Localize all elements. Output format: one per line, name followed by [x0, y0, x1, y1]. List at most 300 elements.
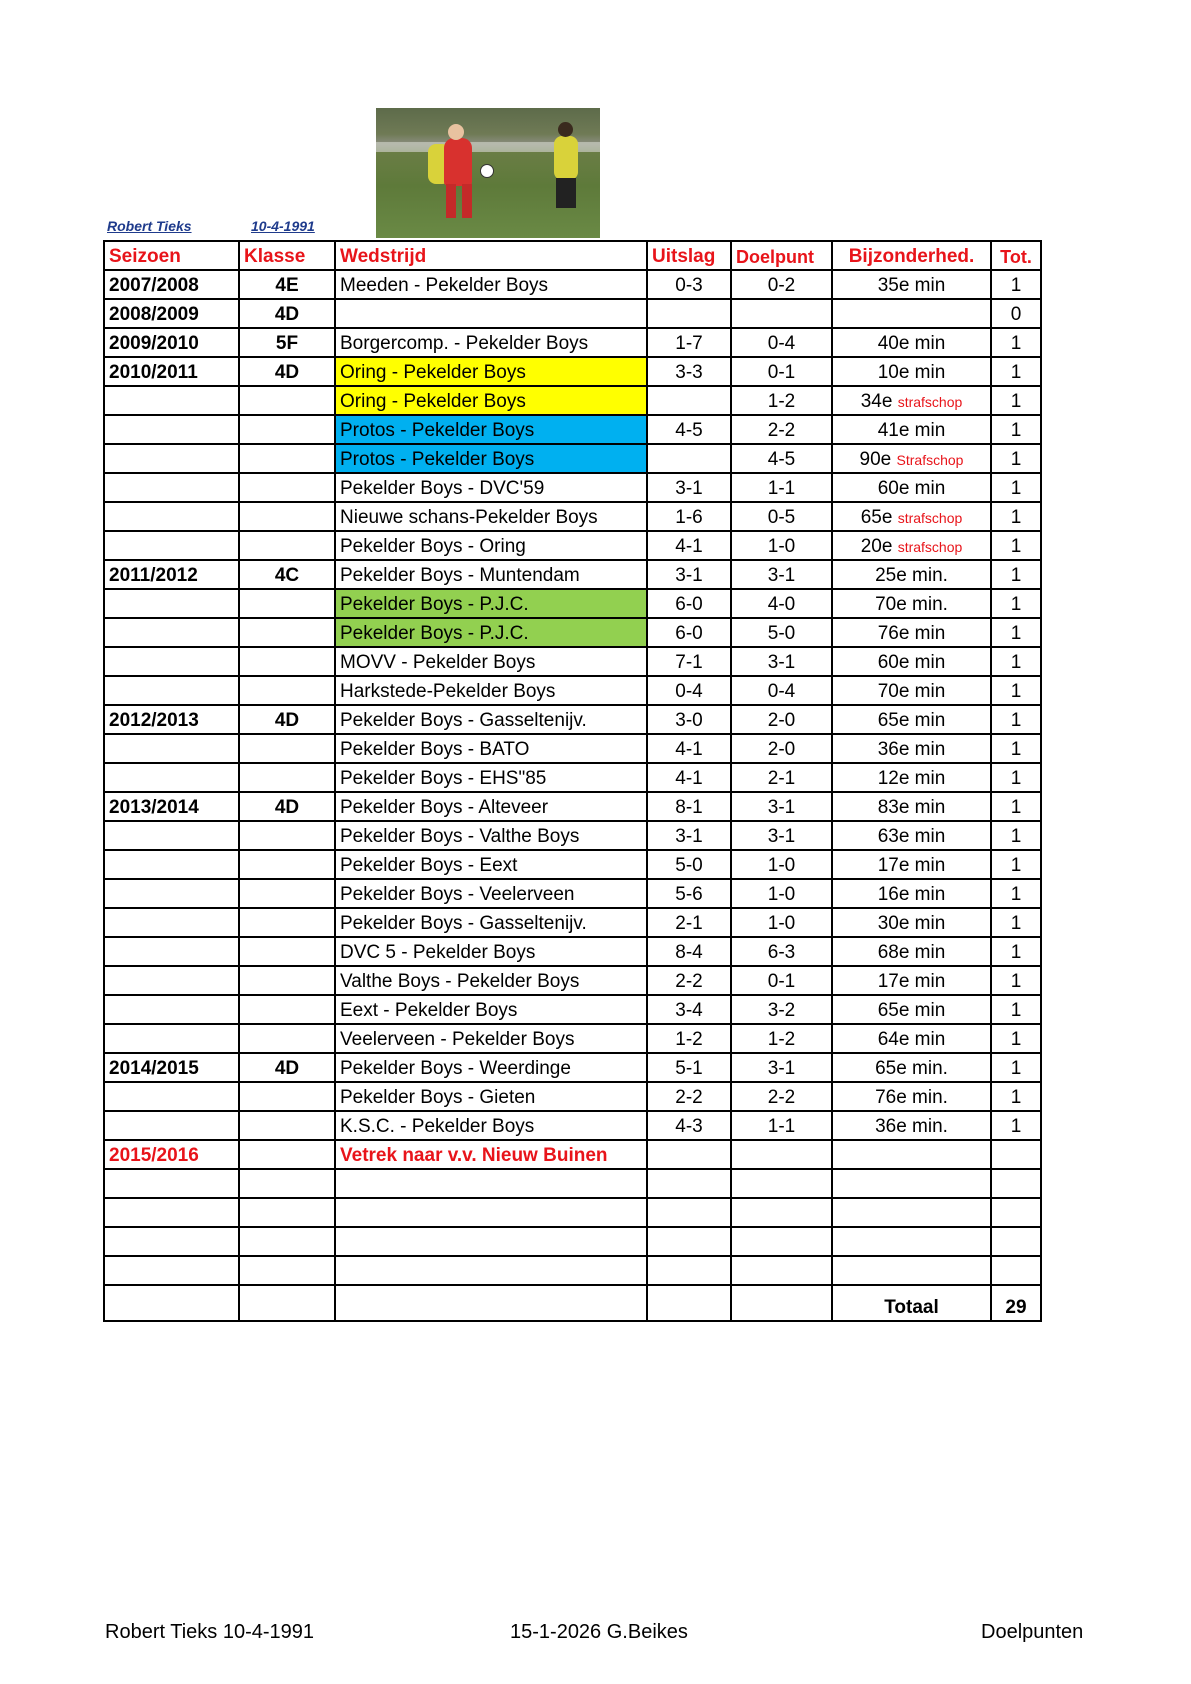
season-cell	[104, 763, 239, 792]
match-cell: Pekelder Boys - Oring	[335, 531, 647, 560]
season-cell: 2012/2013	[104, 705, 239, 734]
tot-cell: 1	[991, 676, 1041, 705]
departure-row	[104, 1140, 1041, 1169]
total-label: Totaal	[832, 1285, 991, 1321]
goal-cell: 3-1	[731, 560, 832, 589]
empty-cell	[647, 1285, 731, 1321]
total-value: 29	[991, 1285, 1041, 1321]
season-cell	[104, 734, 239, 763]
note-cell	[832, 821, 991, 850]
note-text: 40e min	[877, 333, 946, 354]
season-cell	[104, 908, 239, 937]
note-text: 36e min.	[875, 1116, 948, 1137]
empty-cell	[104, 1285, 239, 1321]
header-notes: Bijzonderhed.	[832, 241, 991, 270]
empty-cell	[731, 1140, 832, 1169]
season-cell	[104, 589, 239, 618]
empty-cell	[647, 1198, 731, 1227]
goal-cell: 3-2	[731, 995, 832, 1024]
header-tot: Tot.	[991, 241, 1041, 270]
note-cell	[832, 676, 991, 705]
goal-cell: 1-2	[731, 386, 832, 415]
table-row	[104, 357, 1041, 386]
result-cell: 1-7	[647, 328, 731, 357]
empty-cell	[335, 1227, 647, 1256]
tot-cell: 1	[991, 734, 1041, 763]
empty-cell	[239, 1256, 335, 1285]
note-cell	[832, 647, 991, 676]
tot-cell: 1	[991, 502, 1041, 531]
klasse-cell: 4D	[239, 1053, 335, 1082]
result-cell: 1-6	[647, 502, 731, 531]
match-cell: Eext - Pekelder Boys	[335, 995, 647, 1024]
goal-cell: 1-0	[731, 879, 832, 908]
table-row	[104, 415, 1041, 444]
empty-cell	[832, 1256, 991, 1285]
table-row	[104, 1082, 1041, 1111]
tot-cell: 1	[991, 444, 1041, 473]
season-cell	[104, 850, 239, 879]
empty-cell	[832, 1227, 991, 1256]
table-row	[104, 618, 1041, 647]
match-cell: Nieuwe schans-Pekelder Boys	[335, 502, 647, 531]
tot-cell: 1	[991, 560, 1041, 589]
note-cell	[832, 473, 991, 502]
goal-cell: 0-4	[731, 328, 832, 357]
season-cell	[104, 444, 239, 473]
tot-cell: 1	[991, 821, 1041, 850]
note-text: 25e min.	[875, 565, 948, 586]
table-row	[104, 560, 1041, 589]
empty-cell	[991, 1169, 1041, 1198]
goal-cell: 1-0	[731, 531, 832, 560]
match-cell: K.S.C. - Pekelder Boys	[335, 1111, 647, 1140]
header-result: Uitslag	[647, 241, 731, 270]
klasse-cell	[239, 647, 335, 676]
season-cell	[104, 995, 239, 1024]
season-cell	[104, 821, 239, 850]
match-cell: MOVV - Pekelder Boys	[335, 647, 647, 676]
empty-cell	[104, 1169, 239, 1198]
note-text: 68e min	[877, 942, 946, 963]
tot-cell: 1	[991, 415, 1041, 444]
note-text: 64e min	[877, 1029, 946, 1050]
tot-cell: 1	[991, 705, 1041, 734]
note-text: 63e min	[877, 826, 946, 847]
empty-cell	[647, 1169, 731, 1198]
klasse-cell	[239, 415, 335, 444]
match-cell: Pekelder Boys - BATO	[335, 734, 647, 763]
note-cell	[832, 966, 991, 995]
goal-cell: 2-2	[731, 1082, 832, 1111]
result-cell: 2-2	[647, 1082, 731, 1111]
table-row	[104, 676, 1041, 705]
note-text: 20e	[860, 536, 893, 557]
table-row	[104, 995, 1041, 1024]
note-text: 34e	[860, 391, 893, 412]
match-cell: Borgercomp. - Pekelder Boys	[335, 328, 647, 357]
match-cell: Veelerveen - Pekelder Boys	[335, 1024, 647, 1053]
note-cell	[832, 560, 991, 589]
table-row	[104, 763, 1041, 792]
departure-season: 2015/2016	[104, 1140, 239, 1169]
goal-cell: 3-1	[731, 792, 832, 821]
empty-cell	[239, 1285, 335, 1321]
result-cell: 3-0	[647, 705, 731, 734]
note-penalty: strafschop	[897, 539, 963, 555]
header-klasse: Klasse	[239, 241, 335, 270]
match-cell: Pekelder Boys - EHS"85	[335, 763, 647, 792]
goal-cell: 1-1	[731, 473, 832, 502]
empty-cell	[335, 1285, 647, 1321]
empty-cell	[239, 1140, 335, 1169]
note-cell	[832, 937, 991, 966]
result-cell: 4-1	[647, 531, 731, 560]
result-cell: 4-5	[647, 415, 731, 444]
note-penalty: Strafschop	[896, 452, 964, 468]
table-row	[104, 473, 1041, 502]
note-cell	[832, 502, 991, 531]
empty-row	[104, 1256, 1041, 1285]
note-text: 35e min	[877, 275, 946, 296]
goal-cell: 0-1	[731, 966, 832, 995]
match-cell: DVC 5 - Pekelder Boys	[335, 937, 647, 966]
table-row	[104, 792, 1041, 821]
result-cell: 4-3	[647, 1111, 731, 1140]
goal-cell: 6-3	[731, 937, 832, 966]
season-cell: 2008/2009	[104, 299, 239, 328]
match-cell: Pekelder Boys - Eext	[335, 850, 647, 879]
goals-table	[103, 240, 1042, 1322]
note-penalty: strafschop	[897, 394, 963, 410]
goal-cell: 5-0	[731, 618, 832, 647]
result-cell: 3-1	[647, 560, 731, 589]
tot-cell: 1	[991, 908, 1041, 937]
table-row	[104, 879, 1041, 908]
note-text: 10e min	[877, 362, 946, 383]
tot-cell: 1	[991, 328, 1041, 357]
empty-cell	[832, 1169, 991, 1198]
note-text: 65e min.	[875, 1058, 948, 1079]
match-cell	[335, 299, 647, 328]
table-row	[104, 821, 1041, 850]
empty-cell	[991, 1256, 1041, 1285]
note-cell	[832, 995, 991, 1024]
empty-cell	[104, 1227, 239, 1256]
player-name: Robert Tieks	[107, 218, 192, 234]
result-cell: 2-1	[647, 908, 731, 937]
result-cell: 8-4	[647, 937, 731, 966]
match-cell: Protos - Pekelder Boys	[335, 415, 647, 444]
header-season: Seizoen	[104, 241, 239, 270]
footer-right: Doelpunten	[981, 1621, 1084, 1643]
match-cell: Pekelder Boys - Alteveer	[335, 792, 647, 821]
result-cell: 0-4	[647, 676, 731, 705]
klasse-cell	[239, 502, 335, 531]
match-cell: Pekelder Boys - Veelerveen	[335, 879, 647, 908]
klasse-cell	[239, 1082, 335, 1111]
tot-cell: 1	[991, 618, 1041, 647]
footer-center: 15-1-2026 G.Beikes	[510, 1621, 688, 1643]
season-cell	[104, 1111, 239, 1140]
tot-cell: 1	[991, 937, 1041, 966]
tot-cell: 1	[991, 531, 1041, 560]
empty-cell	[731, 1169, 832, 1198]
goal-cell: 3-1	[731, 1053, 832, 1082]
table-row	[104, 966, 1041, 995]
result-cell: 2-2	[647, 966, 731, 995]
klasse-cell	[239, 444, 335, 473]
season-cell: 2013/2014	[104, 792, 239, 821]
table-row	[104, 1024, 1041, 1053]
tot-cell: 0	[991, 299, 1041, 328]
season-cell: 2010/2011	[104, 357, 239, 386]
note-text: 76e min.	[875, 1087, 948, 1108]
departure-text: Vetrek naar v.v. Nieuw Buinen	[335, 1140, 647, 1169]
tot-cell: 1	[991, 589, 1041, 618]
note-text: 30e min	[877, 913, 946, 934]
result-cell: 5-0	[647, 850, 731, 879]
klasse-cell: 4D	[239, 705, 335, 734]
note-text: 90e	[859, 449, 892, 470]
note-cell	[832, 589, 991, 618]
season-cell	[104, 647, 239, 676]
note-cell	[832, 444, 991, 473]
empty-cell	[647, 1256, 731, 1285]
tot-cell: 1	[991, 647, 1041, 676]
header-match: Wedstrijd	[335, 241, 647, 270]
empty-cell	[104, 1198, 239, 1227]
empty-cell	[239, 1169, 335, 1198]
result-cell: 5-1	[647, 1053, 731, 1082]
goal-cell: 4-5	[731, 444, 832, 473]
goal-cell: 0-4	[731, 676, 832, 705]
klasse-cell: 4C	[239, 560, 335, 589]
goal-cell: 1-0	[731, 908, 832, 937]
season-cell: 2011/2012	[104, 560, 239, 589]
header-goal: Doelpunt	[731, 241, 832, 270]
result-cell	[647, 299, 731, 328]
tot-cell: 1	[991, 995, 1041, 1024]
tot-cell: 1	[991, 473, 1041, 502]
goal-cell: 0-2	[731, 270, 832, 299]
note-cell	[832, 850, 991, 879]
klasse-cell	[239, 1111, 335, 1140]
tot-cell: 1	[991, 386, 1041, 415]
match-cell: Pekelder Boys - DVC'59	[335, 473, 647, 502]
tot-cell: 1	[991, 879, 1041, 908]
season-cell	[104, 473, 239, 502]
match-cell: Pekelder Boys - P.J.C.	[335, 589, 647, 618]
header-row	[104, 241, 1041, 270]
klasse-cell	[239, 531, 335, 560]
klasse-cell: 4D	[239, 299, 335, 328]
result-cell: 3-4	[647, 995, 731, 1024]
note-text: 70e min.	[875, 594, 948, 615]
match-cell: Valthe Boys - Pekelder Boys	[335, 966, 647, 995]
empty-cell	[991, 1227, 1041, 1256]
empty-cell	[731, 1256, 832, 1285]
klasse-cell	[239, 995, 335, 1024]
note-cell	[832, 1053, 991, 1082]
note-text: 17e min	[877, 855, 946, 876]
note-cell	[832, 270, 991, 299]
empty-row	[104, 1227, 1041, 1256]
klasse-cell: 4D	[239, 357, 335, 386]
note-text: 16e min	[877, 884, 946, 905]
result-cell	[647, 444, 731, 473]
season-cell	[104, 879, 239, 908]
note-text: 17e min	[877, 971, 946, 992]
note-text: 65e min	[877, 1000, 946, 1021]
note-cell	[832, 386, 991, 415]
empty-cell	[647, 1140, 731, 1169]
table-row	[104, 531, 1041, 560]
table-row	[104, 299, 1041, 328]
tot-cell: 1	[991, 763, 1041, 792]
empty-row	[104, 1169, 1041, 1198]
klasse-cell	[239, 821, 335, 850]
note-text: 65e	[860, 507, 893, 528]
tot-cell: 1	[991, 1024, 1041, 1053]
goal-cell: 0-1	[731, 357, 832, 386]
empty-row	[104, 1198, 1041, 1227]
klasse-cell: 5F	[239, 328, 335, 357]
note-text: 60e min	[877, 652, 946, 673]
match-cell: Pekelder Boys - Valthe Boys	[335, 821, 647, 850]
table-row	[104, 1053, 1041, 1082]
tot-cell: 1	[991, 1053, 1041, 1082]
tot-cell: 1	[991, 357, 1041, 386]
total-row	[104, 1285, 1041, 1321]
tot-cell: 1	[991, 966, 1041, 995]
note-cell	[832, 1082, 991, 1111]
empty-cell	[832, 1140, 991, 1169]
klasse-cell	[239, 618, 335, 647]
table-row	[104, 270, 1041, 299]
klasse-cell	[239, 734, 335, 763]
empty-cell	[731, 1285, 832, 1321]
note-penalty: strafschop	[897, 510, 963, 526]
note-cell	[832, 531, 991, 560]
match-cell: Protos - Pekelder Boys	[335, 444, 647, 473]
klasse-cell	[239, 676, 335, 705]
season-cell	[104, 1082, 239, 1111]
match-cell: Pekelder Boys - Muntendam	[335, 560, 647, 589]
goal-cell: 4-0	[731, 589, 832, 618]
table-row	[104, 1111, 1041, 1140]
goal-cell: 3-1	[731, 821, 832, 850]
season-cell	[104, 676, 239, 705]
result-cell: 8-1	[647, 792, 731, 821]
note-cell	[832, 908, 991, 937]
tot-cell: 1	[991, 1082, 1041, 1111]
goal-cell: 2-1	[731, 763, 832, 792]
table-row	[104, 734, 1041, 763]
note-cell	[832, 299, 991, 328]
goal-cell: 2-2	[731, 415, 832, 444]
note-cell	[832, 415, 991, 444]
klasse-cell	[239, 908, 335, 937]
note-cell	[832, 1024, 991, 1053]
note-text: 76e min	[877, 623, 946, 644]
match-cell: Pekelder Boys - Gasseltenijv.	[335, 908, 647, 937]
season-cell	[104, 502, 239, 531]
result-cell: 4-1	[647, 734, 731, 763]
note-text: 65e min	[877, 710, 946, 731]
klasse-cell	[239, 1024, 335, 1053]
empty-cell	[239, 1198, 335, 1227]
klasse-cell	[239, 386, 335, 415]
match-cell: Oring - Pekelder Boys	[335, 357, 647, 386]
tot-cell: 1	[991, 1111, 1041, 1140]
empty-cell	[647, 1227, 731, 1256]
goal-cell: 1-2	[731, 1024, 832, 1053]
note-text: 60e min	[877, 478, 946, 499]
match-cell: Harkstede-Pekelder Boys	[335, 676, 647, 705]
goal-cell: 0-5	[731, 502, 832, 531]
match-cell: Meeden - Pekelder Boys	[335, 270, 647, 299]
note-cell	[832, 734, 991, 763]
note-text: 41e min	[877, 420, 946, 441]
goal-cell	[731, 299, 832, 328]
tot-cell: 1	[991, 850, 1041, 879]
klasse-cell: 4D	[239, 792, 335, 821]
klasse-cell	[239, 850, 335, 879]
table-row	[104, 850, 1041, 879]
table-row	[104, 589, 1041, 618]
result-cell	[647, 386, 731, 415]
empty-cell	[991, 1198, 1041, 1227]
klasse-cell	[239, 966, 335, 995]
klasse-cell	[239, 937, 335, 966]
klasse-cell	[239, 763, 335, 792]
note-cell	[832, 357, 991, 386]
klasse-cell: 4E	[239, 270, 335, 299]
note-cell	[832, 618, 991, 647]
empty-cell	[104, 1256, 239, 1285]
match-cell: Pekelder Boys - P.J.C.	[335, 618, 647, 647]
table-row	[104, 502, 1041, 531]
match-photo	[376, 108, 600, 238]
table-row	[104, 386, 1041, 415]
note-cell	[832, 792, 991, 821]
goal-cell: 3-1	[731, 647, 832, 676]
klasse-cell	[239, 879, 335, 908]
note-cell	[832, 1111, 991, 1140]
empty-cell	[731, 1227, 832, 1256]
empty-cell	[832, 1198, 991, 1227]
klasse-cell	[239, 589, 335, 618]
season-cell: 2014/2015	[104, 1053, 239, 1082]
table-row	[104, 908, 1041, 937]
result-cell: 6-0	[647, 589, 731, 618]
result-cell: 6-0	[647, 618, 731, 647]
table-row	[104, 705, 1041, 734]
note-cell	[832, 763, 991, 792]
season-cell	[104, 966, 239, 995]
season-cell	[104, 937, 239, 966]
result-cell: 7-1	[647, 647, 731, 676]
empty-cell	[731, 1198, 832, 1227]
table-row	[104, 444, 1041, 473]
goal-cell: 1-0	[731, 850, 832, 879]
note-text: 12e min	[877, 768, 946, 789]
empty-cell	[239, 1227, 335, 1256]
empty-cell	[335, 1169, 647, 1198]
result-cell: 4-1	[647, 763, 731, 792]
player-dob: 10-4-1991	[251, 218, 315, 234]
